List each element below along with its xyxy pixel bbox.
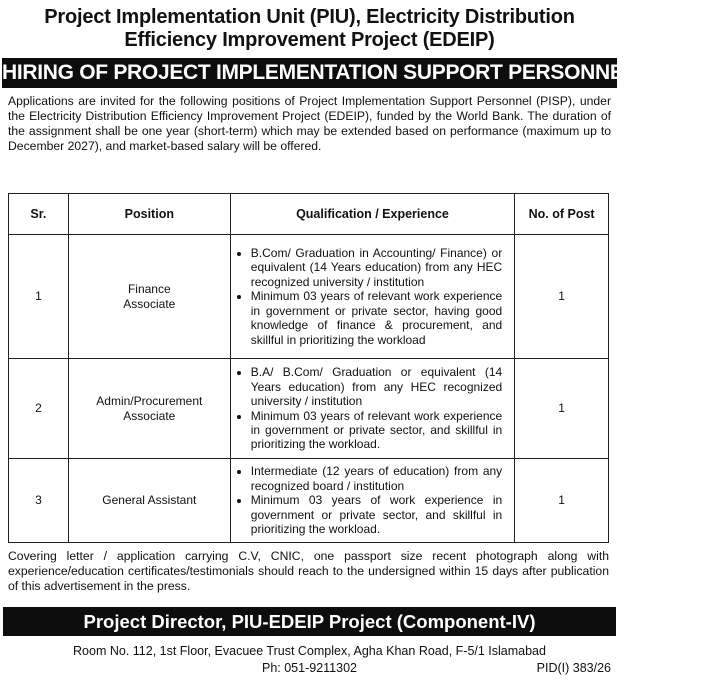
table-header-row xyxy=(9,194,609,235)
row-posts: 1 xyxy=(515,459,609,543)
row-position: General Assistant xyxy=(68,459,230,543)
row-qualification xyxy=(230,235,514,359)
table-row xyxy=(9,459,609,543)
qualification-item: • Intermediate (12 years of education) from any recognized board / institution xyxy=(251,464,502,493)
row-posts: 1 xyxy=(515,235,609,359)
positions-table xyxy=(8,193,609,543)
header-posts: No. of Post xyxy=(515,194,609,235)
office-address: Room No. 112, 1st Floor, Evacuee Trust Complex, Agha Khan Road, F-5/1 Islamabad xyxy=(73,644,546,658)
hiring-banner: HIRING OF PROJECT IMPLEMENTATION SUPPORT PERSONNEL (PISP) xyxy=(2,58,617,88)
header-title-line2: Efficiency Improvement Project (EDEIP) xyxy=(124,29,495,51)
header-position: Position xyxy=(68,194,230,235)
header-sr: Sr. xyxy=(9,194,69,235)
pid-number: PID(I) 383/26 xyxy=(536,661,611,675)
intro-paragraph: Applications are invited for the following positions of Project Implementation Support Personnel (PISP), under the Electricity Distribution Efficiency Improvement Project (EDEIP), funded by the World Bank. The duration of the assignment shall be one year (short-term) which may be extended based on performance (maximum up to December 2027), and market-based salary will be offered. xyxy=(8,94,611,153)
row-position-text: Admin/Procurement Associate xyxy=(96,394,203,423)
qualification-item: • B.Com/ Graduation in Accounting/ Finance) or equivalent (14 Years education) from any HEC recognized university / institution xyxy=(251,246,502,289)
row-position xyxy=(68,359,230,459)
qualification-item: • Minimum 03 years of work experience in government or private sector, and skillful in prioritizing the workload. xyxy=(251,493,502,536)
table-row xyxy=(9,235,609,359)
row-qualification xyxy=(230,459,514,543)
header-title-line1: Project Implementation Unit (PIU), Electricity Distribution xyxy=(44,6,575,28)
qualification-item: • Minimum 03 years of relevant work experience in government or private sector, and skillful in prioritizing the workload. xyxy=(251,409,502,452)
header-qualification: Qualification / Experience xyxy=(230,194,514,235)
row-qualification xyxy=(230,359,514,459)
row-posts: 1 xyxy=(515,359,609,459)
row-position xyxy=(68,235,230,359)
closing-paragraph: Covering letter / application carrying C.V, CNIC, one passport size recent photograph along with experience/education certificates/testimonials should reach to the undersigned within 15 days after publication of this advertisement in the press. xyxy=(8,549,609,593)
row-position-text: Finance Associate xyxy=(123,282,176,311)
qualification-item: • B.A/ B.Com/ Graduation or equivalent (14 Years education) from any HEC recognized university / institution xyxy=(251,365,502,408)
row-sr: 2 xyxy=(9,359,69,459)
qualification-item: • Minimum 03 years of relevant work experience in government or private sector, having good knowledge of finance & procurement, and skillful in prioritizing the workload xyxy=(251,289,502,347)
header-title xyxy=(0,6,619,52)
table-row xyxy=(9,359,609,459)
signatory-banner: Project Director, PIU-EDEIP Project (Component-IV) xyxy=(3,607,616,636)
row-sr: 3 xyxy=(9,459,69,543)
phone-number: Ph: 051-9211302 xyxy=(262,661,357,675)
row-sr: 1 xyxy=(9,235,69,359)
